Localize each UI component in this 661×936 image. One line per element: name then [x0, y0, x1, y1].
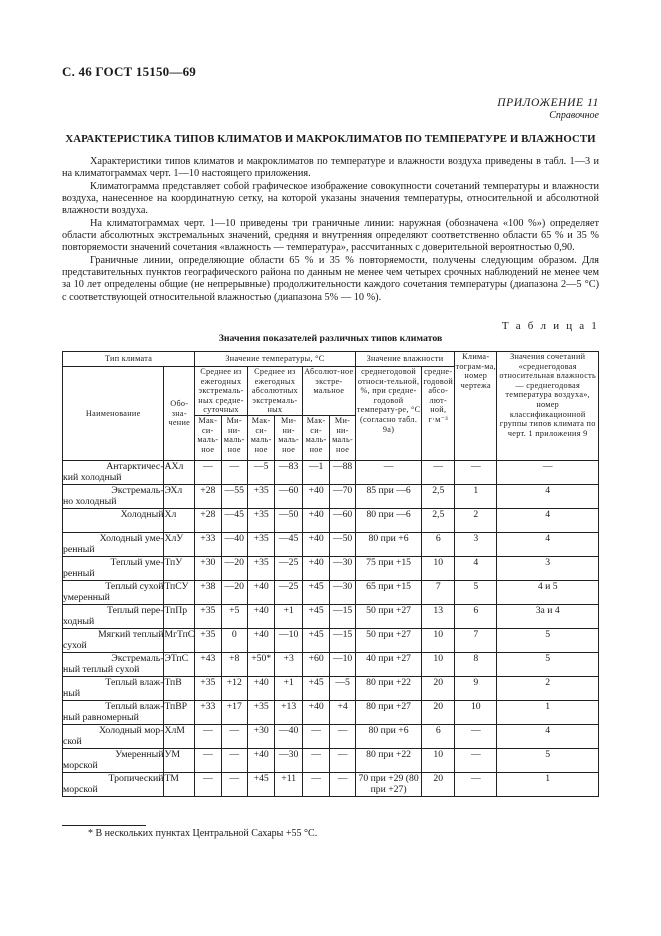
value-cell: 2,5: [422, 508, 455, 532]
value-cell: 6: [422, 532, 455, 556]
value-cell: +28: [195, 508, 221, 532]
climate-abbr-cell: ХлМ: [164, 724, 195, 748]
table-body: [63, 460, 599, 796]
climate-name-cell: [63, 460, 164, 484]
climate-name-cell: [63, 652, 164, 676]
value-cell: +35: [247, 556, 274, 580]
value-cell: 1: [497, 772, 599, 796]
value-cell: —: [195, 460, 221, 484]
value-cell: +45: [302, 628, 329, 652]
value-cell: —30: [330, 580, 355, 604]
value-cell: +35: [247, 532, 274, 556]
value-cell: +8: [221, 652, 247, 676]
climate-name-cell: [63, 508, 164, 532]
value-cell: 10: [422, 748, 455, 772]
header-min: Ми-ни-маль-ное: [221, 415, 247, 460]
climate-name-line: ской: [63, 736, 82, 748]
page-header: С. 46 ГОСТ 15150—69: [62, 64, 196, 79]
value-cell: —5: [247, 460, 274, 484]
value-cell: 3: [497, 556, 599, 580]
climate-name-line: Теплый пере-: [107, 604, 164, 616]
value-cell: +33: [195, 532, 221, 556]
value-cell: —: [455, 772, 497, 796]
value-cell: +3: [275, 652, 302, 676]
value-cell: —: [302, 724, 329, 748]
climate-name-cell: [63, 604, 164, 628]
table-row: [63, 460, 599, 484]
climate-table: [62, 351, 599, 797]
value-cell: 50 при +27: [355, 604, 422, 628]
table-row: [63, 508, 599, 532]
climate-name-cell: [63, 580, 164, 604]
value-cell: +11: [275, 772, 302, 796]
climate-name-line: но холодный: [63, 496, 117, 508]
value-cell: —40: [221, 532, 247, 556]
value-cell: +40: [302, 700, 329, 724]
value-cell: +13: [275, 700, 302, 724]
value-cell: +40: [247, 748, 274, 772]
climate-name-line: кий холодный: [63, 472, 122, 484]
header-climate-type: Тип климата: [63, 352, 195, 367]
climate-abbr-cell: ХлУ: [164, 532, 195, 556]
climate-name-line: Теплый сухой: [105, 580, 164, 592]
value-cell: +35: [247, 484, 274, 508]
climate-name-line: ный равномерный: [63, 712, 139, 724]
paragraph: Климатограмма представляет собой графическое изображение совокупности сочетаний температуры и влажности воздуха, нанесенное на координатную сетку, на которой указаны значения температуры, относительной и абсолютной влажности воздуха.: [62, 180, 599, 217]
climate-abbr-cell: МгТпС: [164, 628, 195, 652]
climate-abbr-cell: ТпВР: [164, 700, 195, 724]
header-max: Мак-си-маль-ное: [195, 415, 221, 460]
value-cell: 3: [455, 532, 497, 556]
climate-name-cell: [63, 532, 164, 556]
value-cell: 10: [422, 556, 455, 580]
header-min: Ми-ни-маль-ное: [330, 415, 355, 460]
value-cell: 8: [455, 652, 497, 676]
value-cell: 1: [497, 700, 599, 724]
header-avg-rel-humidity: среднегодовой относи-тельной, %, при средне-годовой температу-ре, °С (согласно табл. 9а): [355, 367, 422, 461]
table-row: [63, 484, 599, 508]
value-cell: +5: [221, 604, 247, 628]
value-cell: 5: [497, 628, 599, 652]
value-cell: 10: [422, 628, 455, 652]
table-number: Т а б л и ц а 1: [501, 320, 599, 332]
climate-name-cell: [63, 628, 164, 652]
value-cell: —: [195, 724, 221, 748]
value-cell: 4: [497, 724, 599, 748]
value-cell: —: [221, 460, 247, 484]
value-cell: —1: [302, 460, 329, 484]
table-row: [63, 556, 599, 580]
climate-name-line: морской: [63, 760, 98, 772]
value-cell: +45: [302, 604, 329, 628]
value-cell: 4 и 5: [497, 580, 599, 604]
climate-name-cell: [63, 772, 164, 796]
paragraph: Характеристики типов климатов и макроклиматов по температуре и влажности воздуха приведены в табл. 1—3 и на климатограммах черт. 1—10 настоящего приложения.: [62, 156, 599, 180]
value-cell: +30: [195, 556, 221, 580]
value-cell: 4: [497, 532, 599, 556]
header-temperature: Значение температуры, °С: [195, 352, 356, 367]
value-cell: 70 при +29 (80 при +27): [355, 772, 422, 796]
value-cell: +1: [275, 604, 302, 628]
value-cell: —: [221, 724, 247, 748]
value-cell: +50*: [247, 652, 274, 676]
climate-name-line: ходный: [63, 616, 95, 628]
header-abbr: Обо-зна-чение: [164, 367, 195, 461]
value-cell: 2: [497, 676, 599, 700]
value-cell: 85 при —6: [355, 484, 422, 508]
table-row: [63, 772, 599, 796]
value-cell: —: [355, 460, 422, 484]
climate-abbr-cell: АХл: [164, 460, 195, 484]
climate-name-cell: [63, 748, 164, 772]
climate-name-line: сухой: [63, 640, 87, 652]
table-row: [63, 676, 599, 700]
value-cell: —: [302, 748, 329, 772]
value-cell: 80 при +22: [355, 748, 422, 772]
value-cell: —15: [330, 604, 355, 628]
climate-name-line: Антарктичес-: [106, 460, 164, 472]
body-text: [62, 156, 599, 304]
value-cell: +40: [247, 676, 274, 700]
value-cell: 40 при +27: [355, 652, 422, 676]
climate-name-line: умеренный: [63, 592, 110, 604]
value-cell: —83: [275, 460, 302, 484]
climate-name-line: ренный: [63, 544, 95, 556]
value-cell: 2,5: [422, 484, 455, 508]
value-cell: —: [422, 460, 455, 484]
climate-name-line: Холодный: [120, 508, 164, 520]
value-cell: 7: [455, 628, 497, 652]
value-cell: —: [455, 724, 497, 748]
value-cell: +40: [247, 628, 274, 652]
value-cell: 1: [455, 484, 497, 508]
value-cell: —: [302, 772, 329, 796]
value-cell: —: [330, 748, 355, 772]
value-cell: 50 при +27: [355, 628, 422, 652]
climate-name-cell: [63, 484, 164, 508]
value-cell: 4: [497, 508, 599, 532]
header-max: Мак-си-маль-ное: [302, 415, 329, 460]
value-cell: 10: [422, 652, 455, 676]
climate-abbr-cell: ТпУ: [164, 556, 195, 580]
climate-abbr-cell: ТМ: [164, 772, 195, 796]
header-avg-abs-extreme: Среднее из ежегодных абсолютных экстремаль-ных: [247, 367, 302, 416]
value-cell: 6: [455, 604, 497, 628]
table-row: [63, 748, 599, 772]
climate-abbr-cell: ЭХл: [164, 484, 195, 508]
value-cell: 80 при —6: [355, 508, 422, 532]
value-cell: +35: [195, 604, 221, 628]
climate-name-line: Тропический: [108, 772, 164, 784]
value-cell: —10: [275, 628, 302, 652]
value-cell: 80 при +27: [355, 700, 422, 724]
value-cell: +60: [302, 652, 329, 676]
value-cell: 0: [221, 628, 247, 652]
value-cell: +30: [247, 724, 274, 748]
footnote-divider: [62, 825, 146, 826]
appendix-title: ПРИЛОЖЕНИЕ 11: [497, 97, 599, 109]
value-cell: 80 при +6: [355, 532, 422, 556]
value-cell: 75 при +15: [355, 556, 422, 580]
value-cell: +40: [247, 580, 274, 604]
value-cell: —5: [330, 676, 355, 700]
header-climatogram: Клима-тограм-ма, номер чертежа: [455, 352, 497, 461]
value-cell: —88: [330, 460, 355, 484]
value-cell: +45: [302, 580, 329, 604]
value-cell: 3a и 4: [497, 604, 599, 628]
value-cell: —25: [275, 580, 302, 604]
value-cell: —30: [275, 748, 302, 772]
paragraph: На климатограммах черт. 1—10 приведены три граничные линии: наружная (обозначена «100 %») определяет области абсолютных экстремальных значений, средняя и внутренняя определяют соответственно области 65 % и 35 % повторяемости значений сочетания «влажность — температура», рассчитанных с доверительной вероятностью 0,90.: [62, 217, 599, 254]
climate-name-line: Теплый влаж-: [105, 676, 164, 688]
value-cell: —20: [221, 580, 247, 604]
value-cell: 6: [422, 724, 455, 748]
value-cell: +45: [247, 772, 274, 796]
value-cell: —50: [330, 532, 355, 556]
value-cell: 4: [455, 556, 497, 580]
climate-name-line: Экстремаль-: [111, 484, 164, 496]
climate-name-line: морской: [63, 784, 98, 796]
climate-name-line: Теплый уме-: [110, 556, 164, 568]
value-cell: +33: [195, 700, 221, 724]
appendix-subtitle: Справочное: [549, 110, 599, 121]
table-row: [63, 700, 599, 724]
appendix-label: [497, 97, 599, 121]
value-cell: —15: [330, 628, 355, 652]
value-cell: +12: [221, 676, 247, 700]
table-row: [63, 652, 599, 676]
value-cell: 13: [422, 604, 455, 628]
header-humidity: Значение влажности: [355, 352, 454, 367]
value-cell: —60: [275, 484, 302, 508]
table-title: Значения показателей различных типов климатов: [218, 333, 443, 344]
value-cell: 80 при +22: [355, 676, 422, 700]
table-row: [63, 724, 599, 748]
value-cell: 7: [422, 580, 455, 604]
value-cell: +35: [195, 676, 221, 700]
value-cell: +40: [302, 556, 329, 580]
value-cell: +43: [195, 652, 221, 676]
header-avg-extreme: Среднее из ежегодных экстремаль-ных средне-суточных: [195, 367, 248, 416]
climate-abbr-cell: Хл: [164, 508, 195, 532]
value-cell: —: [221, 748, 247, 772]
climate-abbr-cell: ТпПр: [164, 604, 195, 628]
value-cell: +40: [302, 508, 329, 532]
value-cell: 65 при +15: [355, 580, 422, 604]
value-cell: —30: [330, 556, 355, 580]
value-cell: 2: [455, 508, 497, 532]
value-cell: +40: [302, 532, 329, 556]
value-cell: —: [330, 724, 355, 748]
value-cell: +4: [330, 700, 355, 724]
climate-name-line: ный теплый сухой: [63, 664, 140, 676]
table-row: [63, 532, 599, 556]
value-cell: 20: [422, 772, 455, 796]
value-cell: —10: [330, 652, 355, 676]
value-cell: 20: [422, 700, 455, 724]
climate-name-line: Экстремаль-: [111, 652, 164, 664]
climate-abbr-cell: ЭТпС: [164, 652, 195, 676]
climate-name-line: Холодный мор-: [98, 724, 164, 736]
header-avg-abs-humidity: средне-годовой абсо-лют-ной, г·м⁻³: [422, 367, 455, 461]
value-cell: —: [221, 772, 247, 796]
climate-name-cell: [63, 676, 164, 700]
value-cell: —45: [221, 508, 247, 532]
table-row: [63, 604, 599, 628]
value-cell: —: [455, 460, 497, 484]
value-cell: +40: [302, 484, 329, 508]
value-cell: —25: [275, 556, 302, 580]
header-max: Мак-си-маль-ное: [247, 415, 274, 460]
value-cell: —60: [330, 508, 355, 532]
climate-name-line: Умеренный: [115, 748, 164, 760]
value-cell: 4: [497, 484, 599, 508]
value-cell: —55: [221, 484, 247, 508]
value-cell: +38: [195, 580, 221, 604]
value-cell: +35: [247, 508, 274, 532]
value-cell: +1: [275, 676, 302, 700]
value-cell: 9: [455, 676, 497, 700]
climate-name-cell: [63, 700, 164, 724]
header-combination: Значения сочетаний «среднегодовая относительная влажность — среднегодовая температура воздуха», номер классификационной группы типов климата по черт. 1 приложения 9: [497, 352, 599, 461]
header-abs-extreme: Абсолют-ное экстре-мальное: [302, 367, 355, 416]
climate-abbr-cell: ТпСУ: [164, 580, 195, 604]
value-cell: 80 при +6: [355, 724, 422, 748]
climate-name-line: Мягкий теплый: [97, 628, 164, 640]
table-row: [63, 580, 599, 604]
value-cell: —40: [275, 724, 302, 748]
climate-name-line: Холодный уме-: [99, 532, 164, 544]
value-cell: +17: [221, 700, 247, 724]
value-cell: 10: [455, 700, 497, 724]
value-cell: —70: [330, 484, 355, 508]
value-cell: +28: [195, 484, 221, 508]
footnote: * В нескольких пунктах Центральной Сахары +55 °С.: [88, 828, 318, 839]
value-cell: +40: [247, 604, 274, 628]
climate-name-cell: [63, 724, 164, 748]
climate-name-line: ренный: [63, 568, 95, 580]
climate-name-line: Теплый влаж-: [105, 700, 164, 712]
value-cell: —: [195, 748, 221, 772]
value-cell: 20: [422, 676, 455, 700]
value-cell: —: [497, 460, 599, 484]
document-title: ХАРАКТЕРИСТИКА ТИПОВ КЛИМАТОВ И МАКРОКЛИМАТОВ ПО ТЕМПЕРАТУРЕ И ВЛАЖНОСТИ: [65, 133, 596, 145]
climate-abbr-cell: УМ: [164, 748, 195, 772]
header-min: Ми-ни-маль-ное: [275, 415, 302, 460]
value-cell: —20: [221, 556, 247, 580]
header-name: Наименование: [63, 367, 164, 461]
climate-abbr-cell: ТпВ: [164, 676, 195, 700]
value-cell: —45: [275, 532, 302, 556]
value-cell: +35: [195, 628, 221, 652]
value-cell: —50: [275, 508, 302, 532]
value-cell: +35: [247, 700, 274, 724]
value-cell: +45: [302, 676, 329, 700]
value-cell: 5: [497, 652, 599, 676]
table-row: [63, 628, 599, 652]
climate-name-cell: [63, 556, 164, 580]
value-cell: —: [195, 772, 221, 796]
climate-name-line: ный: [63, 688, 81, 700]
value-cell: —: [330, 772, 355, 796]
paragraph: Граничные линии, определяющие области 65 % и 35 % повторяемости, получены следующим образом. Для представительных пунктов географического района по данным не менее чем четырех срочных наблюдений не менее чем за 10 лет определены общие (не непрерывные) продолжительности каждого сочетания температуры (диапазона 2—5 °С) с соответствующей относительной влажностью (диапазона 5% — 10 %).: [62, 254, 599, 303]
value-cell: 5: [455, 580, 497, 604]
value-cell: —: [455, 748, 497, 772]
value-cell: 5: [497, 748, 599, 772]
